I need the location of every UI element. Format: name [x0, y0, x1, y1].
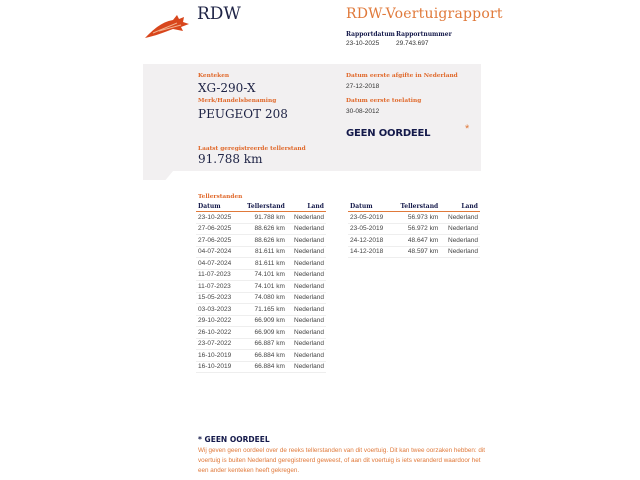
row-odometer: 66.884 km [239, 361, 287, 373]
plate-label: Kenteken [198, 73, 230, 79]
table-row [196, 315, 326, 327]
footnote-title: * GEEN OORDEEL [198, 435, 270, 444]
rdw-logo-icon [143, 12, 191, 40]
row-country: Nederland [287, 350, 326, 362]
table-row [348, 246, 480, 258]
brand-name: RDW [197, 4, 241, 24]
table-row [196, 361, 326, 373]
row-country: Nederland [287, 292, 326, 304]
row-country: Nederland [440, 246, 480, 258]
table-row [196, 292, 326, 304]
report-title: RDW-Voertuigrapport [346, 6, 503, 22]
row-odometer: 66.887 km [239, 338, 287, 350]
row-odometer: 66.909 km [239, 327, 287, 339]
row-date: 23-05-2019 [348, 223, 392, 235]
table-row [196, 212, 326, 224]
row-odometer: 71.165 km [239, 304, 287, 316]
table-row [348, 212, 480, 224]
report-number-label: Rapportnummer [396, 31, 452, 38]
row-date: 11-07-2023 [196, 269, 239, 281]
row-country: Nederland [440, 223, 480, 235]
panel-decoration [163, 171, 503, 183]
row-odometer: 56.973 km [392, 212, 441, 224]
row-odometer: 74.101 km [239, 269, 287, 281]
column-header-odometer: Tellerstand [239, 202, 287, 212]
first-admission-label: Datum eerste toelating [346, 98, 422, 104]
plate-value: XG-290-X [198, 81, 256, 95]
row-date: 23-05-2019 [348, 212, 392, 224]
row-country: Nederland [440, 212, 480, 224]
row-country: Nederland [287, 223, 326, 235]
column-header-date: Datum [348, 202, 392, 212]
row-date: 14-12-2018 [348, 246, 392, 258]
row-odometer: 66.909 km [239, 315, 287, 327]
row-odometer: 48.647 km [392, 235, 441, 247]
table-row [196, 223, 326, 235]
row-odometer: 88.626 km [239, 223, 287, 235]
table-row [196, 350, 326, 362]
odometer-value: 91.788 km [198, 152, 263, 166]
column-header-country: Land [287, 202, 326, 212]
row-country: Nederland [287, 269, 326, 281]
row-country: Nederland [440, 235, 480, 247]
row-odometer: 88.626 km [239, 235, 287, 247]
row-country: Nederland [287, 327, 326, 339]
row-date: 27-06-2025 [196, 223, 239, 235]
column-header-date: Datum [196, 202, 239, 212]
row-date: 26-10-2022 [196, 327, 239, 339]
row-country: Nederland [287, 235, 326, 247]
row-date: 11-07-2023 [196, 281, 239, 293]
report-date-label: Rapportdatum [346, 31, 395, 38]
row-country: Nederland [287, 304, 326, 316]
row-date: 29-10-2022 [196, 315, 239, 327]
odometer-table-right [348, 202, 480, 258]
table-row [196, 258, 326, 270]
row-date: 23-07-2022 [196, 338, 239, 350]
row-odometer: 81.611 km [239, 258, 287, 270]
verdict-badge: GEEN OORDEEL [346, 128, 431, 139]
row-date: 04-07-2024 [196, 258, 239, 270]
row-date: 15-05-2023 [196, 292, 239, 304]
odometer-table-title: Tellerstanden [198, 194, 243, 200]
first-nl-label: Datum eerste afgifte in Nederland [346, 73, 458, 79]
row-country: Nederland [287, 212, 326, 224]
column-header-odometer: Tellerstand [392, 202, 441, 212]
table-row [196, 281, 326, 293]
column-header-country: Land [440, 202, 480, 212]
first-admission-date: 30-08-2012 [346, 108, 380, 115]
table-row [196, 246, 326, 258]
report-number: 29.743.697 [396, 40, 429, 47]
row-odometer: 74.080 km [239, 292, 287, 304]
row-date: 23-10-2025 [196, 212, 239, 224]
vehicle-summary-panel [143, 64, 481, 180]
row-country: Nederland [287, 281, 326, 293]
row-country: Nederland [287, 258, 326, 270]
row-date: 16-10-2019 [196, 361, 239, 373]
table-row [196, 304, 326, 316]
row-odometer: 74.101 km [239, 281, 287, 293]
row-date: 16-10-2019 [196, 350, 239, 362]
footnote-text: Wij geven geen oordeel over de reeks tellerstanden van dit voertuig. Dit kan twee oorzaken hebben: dit voertuig is buiten Nederland geregistreerd geweest, of aan dit voertuig is iets veranderd waardoor het een ander kenteken heeft gekregen. [198, 447, 486, 474]
row-odometer: 66.884 km [239, 350, 287, 362]
report-date: 23-10-2025 [346, 40, 380, 47]
make-value: PEUGEOT 208 [198, 107, 288, 121]
table-row [348, 223, 480, 235]
row-odometer: 48.597 km [392, 246, 441, 258]
table-row [196, 235, 326, 247]
row-date: 27-06-2025 [196, 235, 239, 247]
first-nl-date: 27-12-2018 [346, 83, 380, 90]
row-country: Nederland [287, 315, 326, 327]
odometer-table-left [196, 202, 326, 373]
row-country: Nederland [287, 246, 326, 258]
row-odometer: 91.788 km [239, 212, 287, 224]
table-row [196, 327, 326, 339]
table-row [196, 269, 326, 281]
row-odometer: 56.972 km [392, 223, 441, 235]
table-row [196, 338, 326, 350]
row-odometer: 81.611 km [239, 246, 287, 258]
row-date: 24-12-2018 [348, 235, 392, 247]
row-country: Nederland [287, 338, 326, 350]
odometer-label: Laatst geregistreerde tellerstand [198, 146, 306, 152]
row-country: Nederland [287, 361, 326, 373]
row-date: 04-07-2024 [196, 246, 239, 258]
make-label: Merk/Handelsbenaming [198, 98, 277, 104]
footnote-star-icon: * [465, 123, 470, 135]
row-date: 03-03-2023 [196, 304, 239, 316]
table-row [348, 235, 480, 247]
